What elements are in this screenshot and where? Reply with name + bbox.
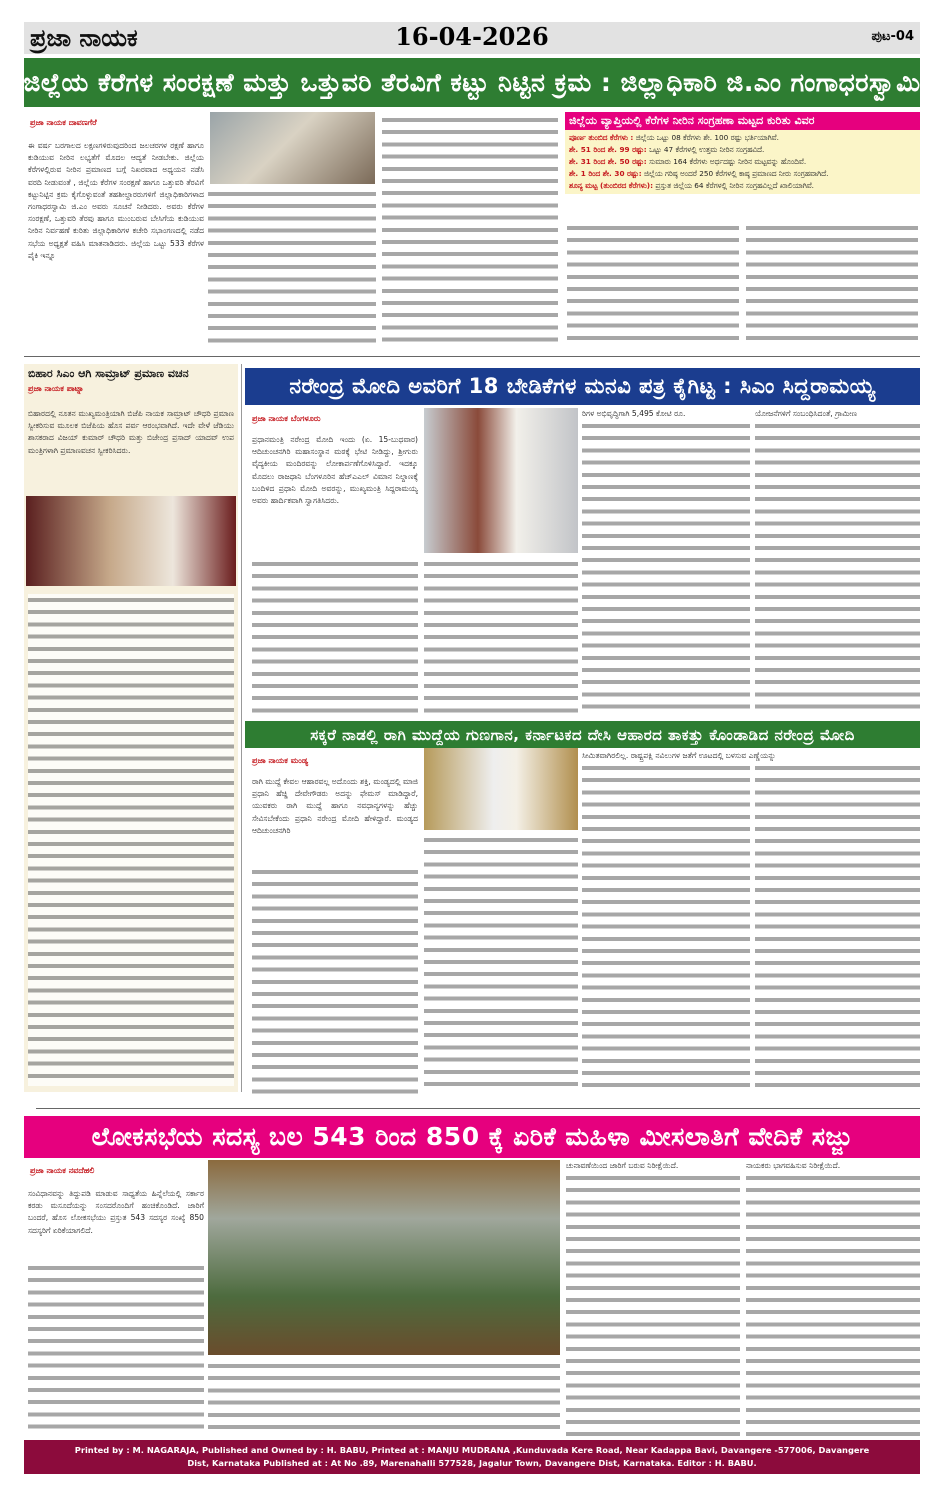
article-text	[582, 420, 750, 714]
lake-level-box	[565, 112, 920, 194]
column-lead: ಯೋಜನೆಗಳಿಗೆ ಸಂಬಂಧಿಸಿದಂತೆ, ಗ್ರಾಮೀಣ	[755, 409, 858, 418]
byline: ಪ್ರಜಾ ನಾಯಕ ಬೆಂಗಳೂರು	[252, 414, 321, 423]
article-text	[382, 114, 558, 348]
byline: ಪ್ರಜಾ ನಾಯಕ ಮಂಡ್ಯ	[252, 756, 309, 765]
article-lead	[28, 140, 204, 262]
sidebar-story	[24, 364, 238, 1092]
headline-lok-sabha: ಲೋಕಸಭೆಯ ಸದಸ್ಯ ಬಲ 543 ರಿಂದ 850 ಕ್ಕೆ ಏರಿಕೆ ಮಹಿಳಾ ಮೀಸಲಾತಿಗೆ ವೇದಿಕೆ ಸಜ್ಜು	[24, 1116, 920, 1158]
masthead	[24, 22, 920, 54]
page-number: ಪುಟ-04	[871, 29, 914, 44]
meeting-photo	[210, 112, 375, 184]
article-lead: ಸಂವಿಧಾನವನ್ನು ತಿದ್ದುಪಡಿ ಮಾಡುವ ಸಾಧ್ಯತೆಯ ಹಿನ್ನೆಲೆಯಲ್ಲಿ ಸರ್ಕಾರ ಕರಡು ಮಸೂದೆಯನ್ನು ಸಂಸದರೊಂದಿಗೆ ಹಂಚಿಕೊಂಡಿದೆ. ಜಾರಿಗೆ ಬಂದರೆ, ಹೊಸ ಲೋಕಸಭೆಯು ಪ್ರಸ್ತುತ 543 ಸದಸ್ಯರ ಸಂಖ್ಯೆ 850 ಸದಸ್ಯರಿಗೆ ಏರಿಕೆಯಾಗಲಿದೆ.	[28, 1189, 204, 1235]
divider	[36, 1108, 920, 1109]
byline: ಪ್ರಜಾ ನಾಯಕ ನವದೆಹಲಿ	[30, 1166, 95, 1175]
article-text	[252, 866, 418, 1094]
article-text	[208, 1360, 560, 1436]
box-title: ಜಿಲ್ಲೆಯ ವ್ಯಾಪ್ತಿಯಲ್ಲಿ ಕೆರೆಗಳ ನೀರಿನ ಸಂಗ್ರಹಣಾ ಮಟ್ಟದ ಕುರಿತು ವಿವರ	[565, 112, 920, 130]
box-item: ಶೇ. 51 ರಿಂದ ಶೇ. 99 ರಷ್ಟು: ಒಟ್ಟು 47 ಕೆರೆಗಳಲ್ಲಿ ಉತ್ತಮ ನೀರಿನ ಸಂಗ್ರಹವಿದೆ.	[569, 145, 765, 154]
headline-lakes: ಜಿಲ್ಲೆಯ ಕೆರೆಗಳ ಸಂರಕ್ಷಣೆ ಮತ್ತು ಒತ್ತುವರಿ ತೆರವಿಗೆ ಕಟ್ಟು ನಿಟ್ಟಿನ ಕ್ರಮ : ಜಿಲ್ಲಾಧಿಕಾರಿ ಜಿ.ಎಂ ಗಂಗಾಧರಸ್ವಾಮಿ	[24, 58, 920, 107]
article-text	[755, 762, 920, 1094]
lead-text: ಈ ವರ್ಷ ಬರಗಾಲದ ಲಕ್ಷಣಗಳಿರುವುದರಿಂದ ಜಲಚರಗಳ ರಕ್ಷಣೆ ಹಾಗೂ ಕುಡಿಯುವ ನೀರಿನ ಲಭ್ಯತೆಗೆ ಮೊದಲ ಆದ್ಯತೆ ನೀಡಬೇಕು. ಜಿಲ್ಲೆಯ ಕೆರೆಗಳಲ್ಲಿರುವ ನೀರಿನ ಪ್ರಮಾಣದ ಬಗ್ಗೆ ನಿಖರವಾದ ಅಧ್ಯಯನ ನಡೆಸಿ ವರದಿ ನೀಡುವಂತೆ , ಜಿಲ್ಲೆಯ ಕೆರೆಗಳ ಸಂರಕ್ಷಣೆ ಹಾಗೂ ಒತ್ತುವರಿ ತೆರವಿಗೆ ಕಟ್ಟುನಿಟ್ಟಿನ ಕ್ರಮ ಕೈಗೊಳ್ಳುವಂತೆ ತಹಶೀಲ್ದಾರರುಗಳಿಗೆ ಜಿಲ್ಲಾಧಿಕಾರಿಗಳಾದ ಗಂಗಾಧರಸ್ವಾಮಿ ಜಿ.ಎಂ ಅವರು ಸೂಚನೆ ನೀಡಿದರು.	[28, 141, 204, 212]
article-text	[252, 558, 418, 714]
parliament-photo	[208, 1160, 560, 1355]
article-lead: ಪ್ರಧಾನಮಂತ್ರಿ ನರೇಂದ್ರ ಮೋದಿ ಇಂದು (ಏ. 15-ಬುಧವಾರ) ಆದಿಚುಂಚನಗಿರಿ ಮಹಾಸಂಸ್ಥಾನ ಮಠಕ್ಕೆ ಭೇಟಿ ನೀಡಿದ್ದು, ಶ್ರೀಗುರು ವೈದ್ಯಕೀಯ ಮಂದಿರವನ್ನು ಲೋಕಾರ್ಪಣೆಗೊಳಿಸಿದ್ದಾರೆ. ಇದಕ್ಕೂ ಮೊದಲು ರಾಜಧಾನಿ ಬೆಂಗಳೂರಿನ ಹೆಚ್‌ಎಎಲ್ ವಿಮಾನ ನಿಲ್ದಾಣಕ್ಕೆ ಬಂದಿಳಿದ ಪ್ರಧಾನಿ ಮೋದಿ ಅವರನ್ನು, ಮುಖ್ಯಮಂತ್ರಿ ಸಿದ್ದರಾಮಯ್ಯ ಅವರು ಹಾರ್ದಿಕವಾಗಿ ಸ್ವಾಗತಿಸಿದರು.	[252, 435, 418, 506]
article-text	[567, 222, 739, 348]
headline-modi-memorandum: ನರೇಂದ್ರ ಮೋದಿ ಅವರಿಗೆ 18 ಬೇಡಿಕೆಗಳ ಮನವಿ ಪತ್ರ ಕೈಗಿಟ್ಟ : ಸಿಎಂ ಸಿದ್ದರಾಮಯ್ಯ	[245, 368, 920, 405]
column-lead: ರಿಗಳ ಅಭಿವೃದ್ಧಿಗಾಗಿ 5,495 ಕೋಟಿ ರೂ.	[582, 409, 686, 418]
box-item: ಶೂನ್ಯ ಮಟ್ಟ (ತುಂಬಿರದ ಕೆರೆಗಳು): ಪ್ರಸ್ತುತ ಜಿಲ್ಲೆಯ 64 ಕೆರೆಗಳಲ್ಲಿ ನೀರಿನ ಸಂಗ್ರಹವಿಲ್ಲದೆ ಖಾಲಿಯಾಗಿವೆ.	[569, 181, 814, 190]
modi-speech-photo	[424, 748, 578, 830]
article-text	[746, 1172, 920, 1436]
newspaper-name: ಪ್ರಜಾ ನಾಯಕ	[30, 24, 138, 52]
article-lead: ರಾಗಿ ಮುದ್ದೆ ಕೇವಲ ಆಹಾರವಲ್ಲ ಅದೊಂದು ಶಕ್ತಿ, ಮಂಡ್ಯದಲ್ಲಿ ಮಾಜಿ ಪ್ರಧಾನಿ ಹೆಚ್ಡಿ ದೇವೇಗೌಡರು ಅದನ್ನು ಫೇಮಸ್ ಮಾಡಿದ್ದಾರೆ, ಯುವಕರು ರಾಗಿ ಮುದ್ದೆ ಹಾಗೂ ನವಧಾನ್ಯಗಳನ್ನು ಹೆಚ್ಚು ಸೇವಿಸಬೇಕೆಂದು ಪ್ರಧಾನಿ ನರೇಂದ್ರ ಮೋದಿ ಹೇಳಿದ್ದಾರೆ. ಮಂಡ್ಯದ ಆದಿಚುಂಚನಗಿರಿ	[252, 777, 418, 835]
article-text	[746, 222, 918, 348]
column-lead: ಚುನಾವಣೆಯಿಂದ ಜಾರಿಗೆ ಬರುವ ನಿರೀಕ್ಷೆಯಿದೆ.	[566, 1161, 679, 1170]
article-text	[424, 834, 578, 1094]
imprint-line: Dist, Karnataka Published at : At No .89, Marenahalli 577528, Jagalur Town, Davangere Dist, Karnataka. Editor : H. BABU.	[187, 1458, 757, 1468]
byline: ಪ್ರಜಾ ನಾಯಕ ದಾವಣಗೆರೆ	[30, 118, 97, 127]
box-item: ಶೇ. 1 ರಿಂದ ಶೇ. 30 ರಷ್ಟು: ಜಿಲ್ಲೆಯ ಗರಿಷ್ಠ ಅಂದರೆ 250 ಕೆರೆಗಳಲ್ಲಿ ಕಾಷ್ಠ ಪ್ರಮಾಣದ ನೀರು ಸಂಗ್ರಹವಾಗಿದೆ.	[569, 169, 829, 178]
issue-date: 16-04-2026	[395, 22, 549, 51]
headline-ragi-mudde: ಸಕ್ಕರೆ ನಾಡಲ್ಲಿ ರಾಗಿ ಮುದ್ದೆಯ ಗುಣಗಾನ, ಕರ್ನಾಟಕದ ದೇಸಿ ಆಹಾರದ ತಾಕತ್ತು ಕೊಂಡಾಡಿದ ನರೇಂದ್ರ ಮೋದಿ	[245, 721, 920, 748]
article-text	[28, 594, 234, 1086]
divider	[24, 356, 920, 357]
column-divider	[241, 364, 242, 1092]
imprint-line: Printed by : M. NAGARAJA, Published and Owned by : H. BABU, Printed at : MANJU MUDRANA ,Kunduvada Kere Road, Near Kadappa Bavi, Davangere -577006, Davangere	[74, 1445, 870, 1455]
lead-text: ಅವರು ಕೆರೆಗಳ ಸಂರಕ್ಷಣೆ, ಒತ್ತುವರಿ ತೆರವು ಹಾಗೂ ಮುಂಬರುವ ಬೇಸಿಗೆಯ ಕುಡಿಯುವ ನೀರಿನ ನಿರ್ವಹಣೆ ಕುರಿತು ಜಿಲ್ಲಾಧಿಕಾರಿಗಳ ಕಚೇರಿ ಸಭಾಂಗಣದಲ್ಲಿ ನಡೆದ ಸಭೆಯ ಅಧ್ಯಕ್ಷತೆ ವಹಿಸಿ ಮಾತನಾಡಿದರು. ಜಿಲ್ಲೆಯ ಒಟ್ಟು 533 ಕೆರೆಗಳ ಪೈಕಿ ಇನ್ನೂ	[28, 202, 204, 260]
column-lead: ನಾಯಕರು ಭಾಗವಹಿಸುವ ನಿರೀಕ್ಷೆಯಿದೆ.	[746, 1161, 841, 1170]
article-text	[755, 420, 920, 714]
column-lead: ಸೀಮಿತವಾಗಿರಲಿಲ್ಲ. ರಾಷ್ಟ್ರಪಕ್ಷಿ ನವಿಲುಗಳ ಜತೆಗೆ ಊಟದಲ್ಲಿ ಬಳಸುವ ಎಣ್ಣೆಯನ್ನು	[582, 751, 776, 760]
box-item: ಶೇ. 31 ರಿಂದ ಶೇ. 50 ರಷ್ಟು: ಸುಮಾರು 164 ಕೆರೆಗಳು ಅರ್ಧದಷ್ಟು ನೀರಿನ ಮಟ್ಟವನ್ನು ಹೊಂದಿವೆ.	[569, 157, 807, 166]
sidebar-header	[24, 364, 238, 460]
article-text	[582, 762, 750, 1094]
article-text	[566, 1172, 740, 1436]
swearing-in-photo	[26, 496, 236, 586]
modi-siddaramaiah-photo	[424, 408, 578, 553]
sidebar-lead: ಬಿಹಾರದಲ್ಲಿ ನೂತನ ಮುಖ್ಯಮಂತ್ರಿಯಾಗಿ ಬಿಜೆಪಿ ನಾಯಕ ಸಾಮ್ರಾಟ್ ಚೌಧರಿ ಪ್ರಮಾಣ ಸ್ವೀಕರಿಸುವ ಮೂಲಕ ಬಿಜೆಪಿಯ ಹೊಸ ಪರ್ವ ಆರಂಭವಾಗಿದೆ. ಇದೇ ವೇಳೆ ಜೆಡಿಯು ಶಾಸಕರಾದ ವಿಜಯ್ ಕುಮಾರ್ ಚೌಧರಿ ಮತ್ತು ಬಿಜೇಂದ್ರ ಪ್ರಸಾದ್ ಯಾದವ್ ಉಪ ಮಂತ್ರಿಗಳಾಗಿ ಪ್ರಮಾಣವಚನ ಸ್ವೀಕರಿಸಿದರು.	[28, 409, 234, 455]
article-text	[424, 558, 578, 714]
imprint-footer	[24, 1440, 920, 1474]
article-text	[208, 188, 376, 348]
box-item: ಪೂರ್ಣ ತುಂಬಿದ ಕೆರೆಗಳು : ಜಿಲ್ಲೆಯ ಒಟ್ಟು 08 ಕೆರೆಗಳು ಶೇ. 100 ರಷ್ಟು ಭರ್ತಿಯಾಗಿವೆ.	[569, 133, 779, 142]
sidebar-headline: ಬಿಹಾರ ಸಿಎಂ ಆಗಿ ಸಾಮ್ರಾಟ್ ಪ್ರಮಾಣ ವಚನ	[28, 367, 189, 380]
box-list	[565, 130, 920, 194]
byline: ಪ್ರಜಾ ನಾಯಕ ಪಾಟ್ನಾ	[28, 384, 84, 393]
article-text	[28, 1262, 204, 1436]
